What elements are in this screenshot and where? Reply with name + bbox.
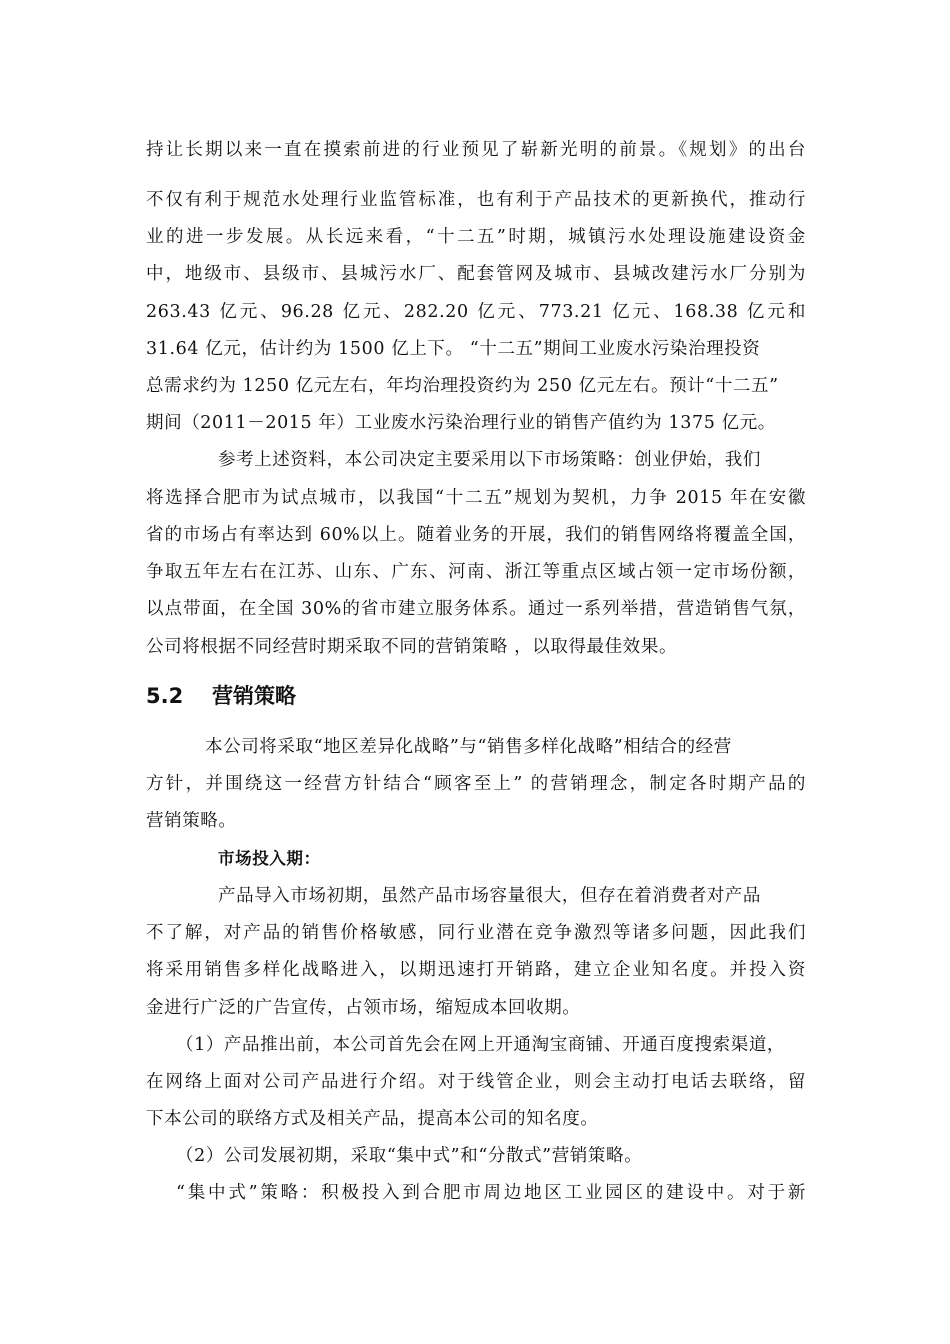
paragraph-5-line: “集中式”策略：积极投入到合肥市周边地区工业园区的建设中。对于新 xyxy=(176,1183,806,1203)
paragraph-1-line: 持让长期以来一直在摸索前进的行业预见了崭新光明的前景。《规划》的出台 xyxy=(146,140,806,160)
paragraph-3-line: 方针，并围绕这一经营方针结合“顾客至上” 的营销理念，制定各时期产品的 xyxy=(146,774,806,794)
paragraph-4-line: 产品导入市场初期，虽然产品市场容量很大，但存在着消费者对产品 xyxy=(218,886,761,906)
list-item-1-line: 在网络上面对公司产品进行介绍。对于线管企业，则会主动打电话去联络，留 xyxy=(146,1072,806,1092)
list-item-2: （2）公司发展初期，采取“集中式”和“分散式”营销策略。 xyxy=(176,1146,643,1166)
paragraph-2-line: 将选择合肥市为试点城市，以我国“十二五”规划为契机，力争 2015 年在安徽 xyxy=(146,488,806,508)
paragraph-1-line: 263.43 亿元、96.28 亿元、282.20 亿元、773.21 亿元、168.38 亿元和 xyxy=(146,302,806,322)
list-item-1-line: （1）产品推出前，本公司首先会在网上开通淘宝商铺、开通百度搜索渠道， xyxy=(176,1035,786,1055)
paragraph-3-line: 营销策略。 xyxy=(146,811,237,831)
paragraph-1-line: 31.64 亿元，估计约为 1500 亿上下。 “十二五”期间工业废水污染治理投资 xyxy=(146,339,761,359)
paragraph-1-line: 总需求约为 1250 亿元左右，年均治理投资约为 250 亿元左右。预计“十二五” xyxy=(146,376,779,396)
paragraph-4-line: 将采用销售多样化战略进入，以期迅速打开销路，建立企业知名度。并投入资 xyxy=(146,960,806,980)
paragraph-3-line: 本公司将采取“地区差异化战略”与“销售多样化战略”相结合的经营 xyxy=(205,737,732,757)
paragraph-2-line: 争取五年左右在江苏、山东、广东、河南、浙江等重点区域占领一定市场份额， xyxy=(146,562,806,582)
paragraph-2-line: 以点带面，在全国 30%的省市建立服务体系。通过一系列举措，营造销售气氛， xyxy=(146,599,806,619)
paragraph-1-line: 不仅有利于规范水处理行业监管标准，也有利于产品技术的更新换代，推动行 xyxy=(146,190,806,210)
paragraph-2-line: 省的市场占有率达到 60%以上。随着业务的开展，我们的销售网络将覆盖全国， xyxy=(146,525,806,545)
paragraph-4-line: 金进行广泛的广告宣传，占领市场，缩短成本回收期。 xyxy=(146,998,581,1018)
section-heading xyxy=(146,680,296,712)
paragraph-2-line: 参考上述资料，本公司决定主要采用以下市场策略：创业伊始，我们 xyxy=(218,450,761,470)
paragraph-1-line: 期间（2011－2015 年）工业废水污染治理行业的销售产值约为 1375 亿元。 xyxy=(146,413,776,433)
paragraph-1-line: 业的进一步发展。从长远来看，“十二五”时期，城镇污水处理设施建设资金 xyxy=(146,227,806,247)
paragraph-2-line: 公司将根据不同经营时期采取不同的营销策略 ，以取得最佳效果。 xyxy=(146,637,678,657)
section-number: 5.2 xyxy=(146,684,184,708)
paragraph-4-line: 不了解，对产品的销售价格敏感，同行业潜在竞争激烈等诸多问题，因此我们 xyxy=(146,923,806,943)
list-item-1-line: 下本公司的联络方式及相关产品，提高本公司的知名度。 xyxy=(146,1109,599,1129)
subheading: 市场投入期： xyxy=(218,849,321,868)
paragraph-1-line: 中，地级市、县级市、县城污水厂、配套管网及城市、县城改建污水厂分别为 xyxy=(146,264,806,284)
section-title: 营销策略 xyxy=(212,684,296,708)
